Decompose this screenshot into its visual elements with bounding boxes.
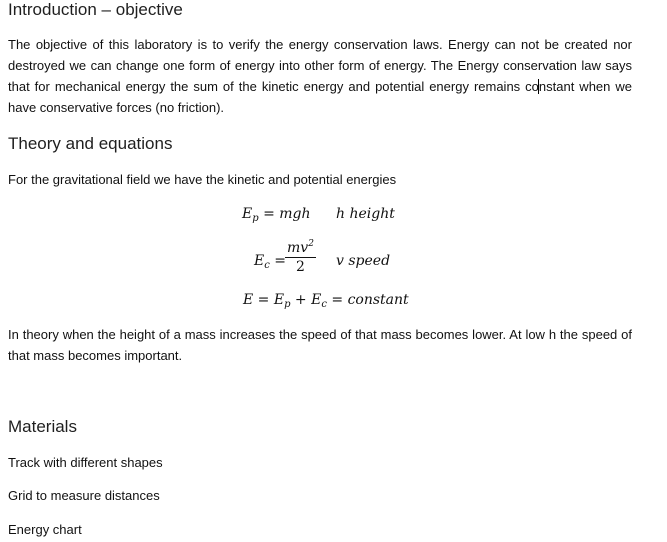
theory-heading: Theory and equations — [8, 134, 173, 153]
eq1-rhs: = mgh — [263, 206, 311, 222]
theory-intro-line: For the gravitational field we have the kinetic and potential energies — [8, 172, 397, 187]
equation-kinetic-energy-lhs — [254, 253, 286, 271]
eq2-denominator: 2 — [296, 259, 305, 275]
intro-text-part2: nstant when we have conservative forces (no friction). — [8, 79, 632, 115]
equation-potential-energy — [242, 206, 311, 224]
eq2-numerator-sup: 2 — [308, 239, 314, 249]
eq3-lhs: E = E — [243, 292, 285, 308]
eq2-numerator — [285, 239, 316, 258]
theory-paragraph[interactable]: In theory when the height of a mass increases the speed of that mass becomes lower. At low h the speed of that mass becomes important. — [8, 327, 632, 363]
materials-item-track: Track with different shapes — [8, 455, 163, 470]
eq3-sub2: c — [321, 299, 327, 310]
eq2-numerator-text: mv — [287, 240, 309, 256]
eq2-note: v speed — [336, 253, 391, 269]
eq3-rhs: = constant — [326, 292, 409, 308]
eq2-equals: = — [274, 253, 287, 269]
eq3-plus: + E — [290, 292, 322, 308]
intro-text-part1: The objective of this laboratory is to verify the energy conservation laws. Energy can not be created nor destroyed we can change one form of energy into other form of energy. The Energy conservation law says that for mechanical energy the sum of the kinetic energy and potential energy remains co — [8, 37, 632, 94]
equation-kinetic-energy-fraction — [285, 239, 316, 275]
eq3-sub1: p — [284, 299, 291, 310]
equation-total-energy — [243, 292, 409, 310]
eq1-lhs-sub: p — [252, 213, 259, 224]
materials-item-chart: Energy chart — [8, 522, 82, 537]
intro-paragraph[interactable] — [8, 34, 632, 118]
eq1-note: h height — [336, 206, 395, 222]
materials-item-grid: Grid to measure distances — [8, 488, 160, 503]
eq2-lhs: E — [254, 253, 265, 269]
eq1-lhs: E — [242, 206, 253, 222]
eq2-lhs-sub: c — [264, 260, 270, 271]
materials-heading: Materials — [8, 417, 77, 436]
intro-heading: Introduction – objective — [8, 0, 183, 19]
